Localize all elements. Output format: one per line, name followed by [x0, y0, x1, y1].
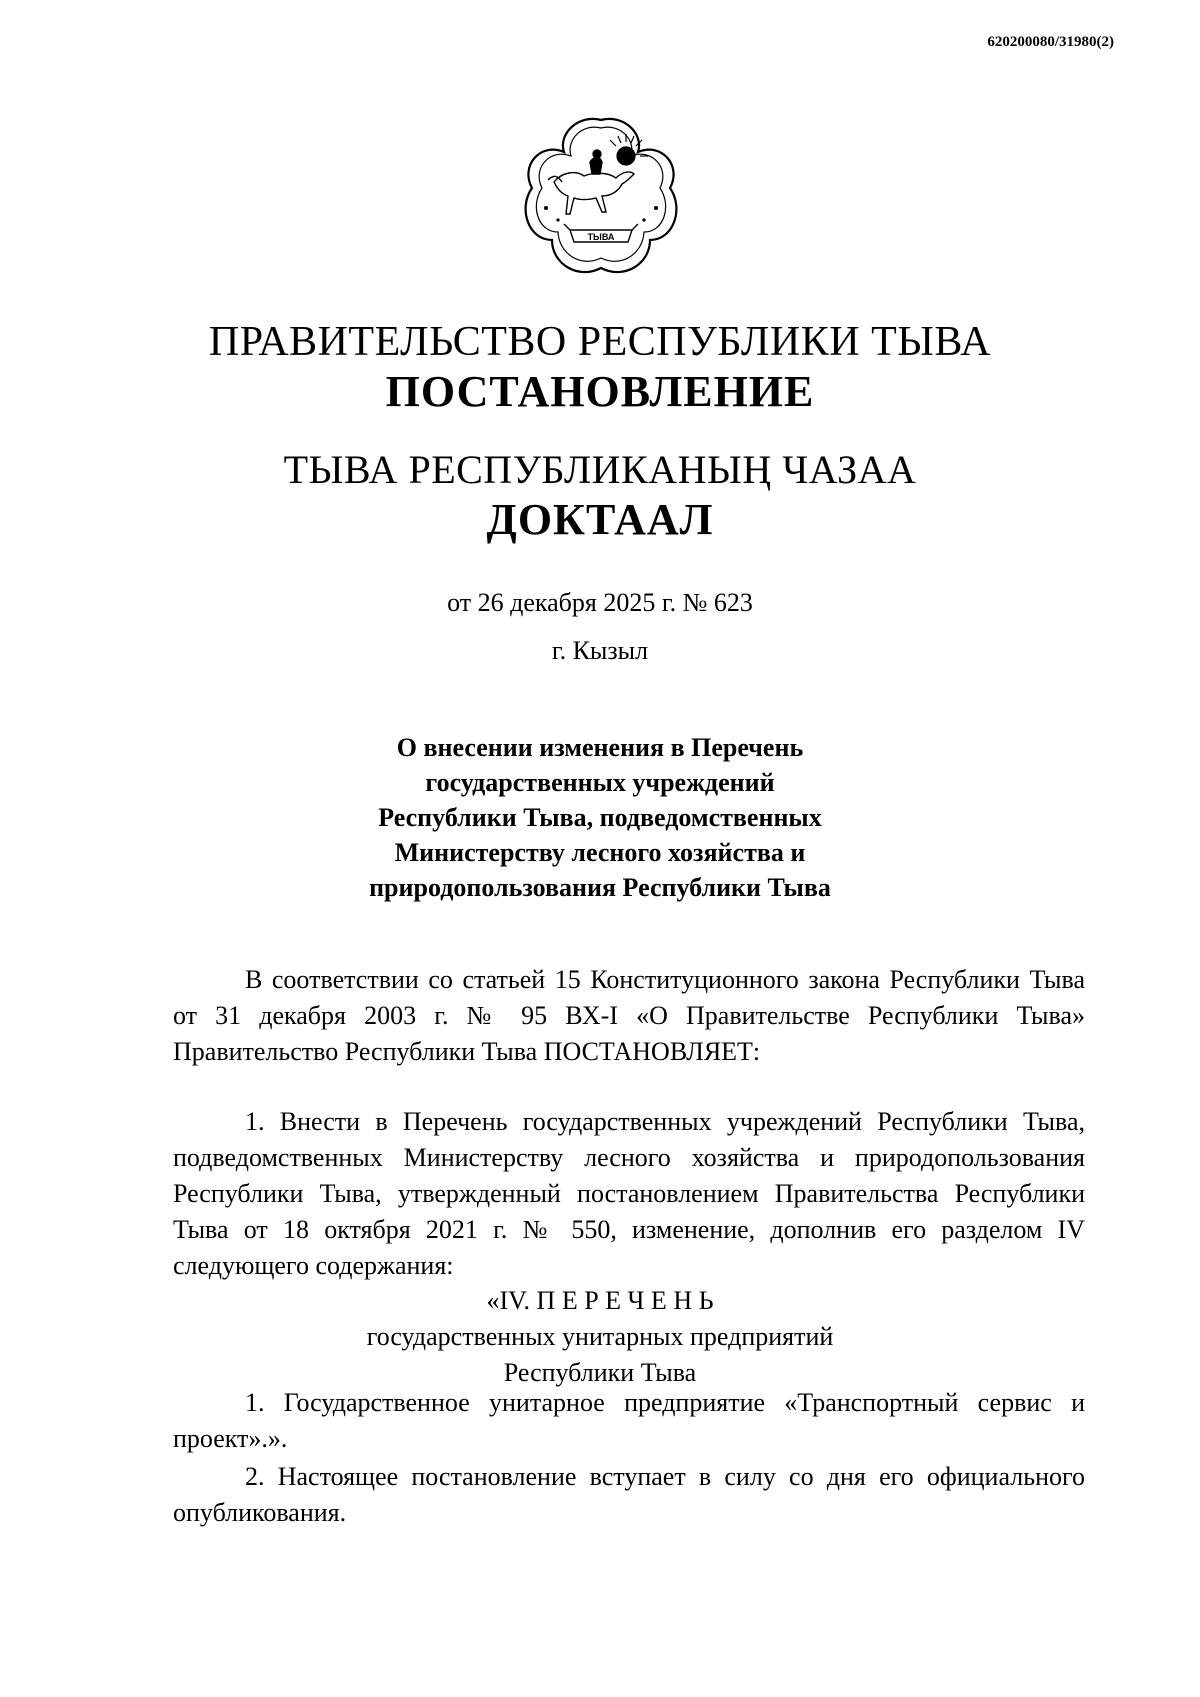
list-item-paragraph: 1. Государственное унитарное предприятие «Транспортный сервис и проект».».	[173, 1388, 1085, 1453]
government-title: ПРАВИТЕЛЬСТВО РЕСПУБЛИКИ ТЫВА	[208, 319, 992, 365]
government-title-tuvan: ТЫВА РЕСПУБЛИКАНЫҢ ЧАЗАА	[283, 447, 917, 492]
list-heading-title: «IV. П Е Р Е Ч Е Н Ь	[486, 1286, 714, 1315]
subject-line: О внесении изменения в Перечень	[396, 733, 804, 762]
tuva-emblem-icon	[518, 112, 684, 284]
item-1-paragraph: 1. Внести в Перечень государственных учреждений Республики Тыва, подведомственных Министерству лесного хозяйства и природопользования Республики Тыва, утвержденный постановлением Правительства Республики Тыва от 18 октября 2021 г. № 550, изменение, дополнив его разделом IV следующего содержания:	[173, 1107, 1085, 1280]
decree-title: ПОСТАНОВЛЕНИЕ	[385, 367, 815, 416]
subject-line: Министерству лесного хозяйства и	[394, 838, 806, 867]
emblem-inscription: ТЫВА	[587, 232, 615, 242]
subject-line: государственных учреждений	[425, 768, 775, 797]
decree-date-number: от 26 декабря 2025 г. № 623	[447, 588, 753, 617]
decree-subject	[300, 730, 900, 905]
list-items-section	[173, 1385, 1085, 1533]
item-2-paragraph: 2. Настоящее постановление вступает в силу со дня его официального опубликования.	[173, 1462, 1085, 1527]
document-number: 620200080/31980(2)	[987, 34, 1114, 50]
list-heading	[0, 1283, 1200, 1391]
preamble-paragraph: В соответствии со статьей 15 Конституционного закона Республики Тыва от 31 декабря 2003 г. № 95 ВХ-I «О Правительстве Республики Тыва» Правительство Республики Тыва ПОСТАНОВЛЯЕТ:	[173, 965, 1085, 1066]
subject-line: природопользования Республики Тыва	[369, 873, 831, 902]
list-heading-subtitle: Республики Тыва	[503, 1358, 697, 1387]
decree-title-tuvan: ДОКТААЛ	[486, 495, 714, 544]
preamble-section	[173, 962, 1085, 1070]
subject-line: Республики Тыва, подведомственных	[378, 803, 822, 832]
item-1-section	[173, 1104, 1085, 1284]
decree-city: г. Кызыл	[551, 636, 649, 665]
list-heading-subtitle: государственных унитарных предприятий	[366, 1322, 834, 1351]
